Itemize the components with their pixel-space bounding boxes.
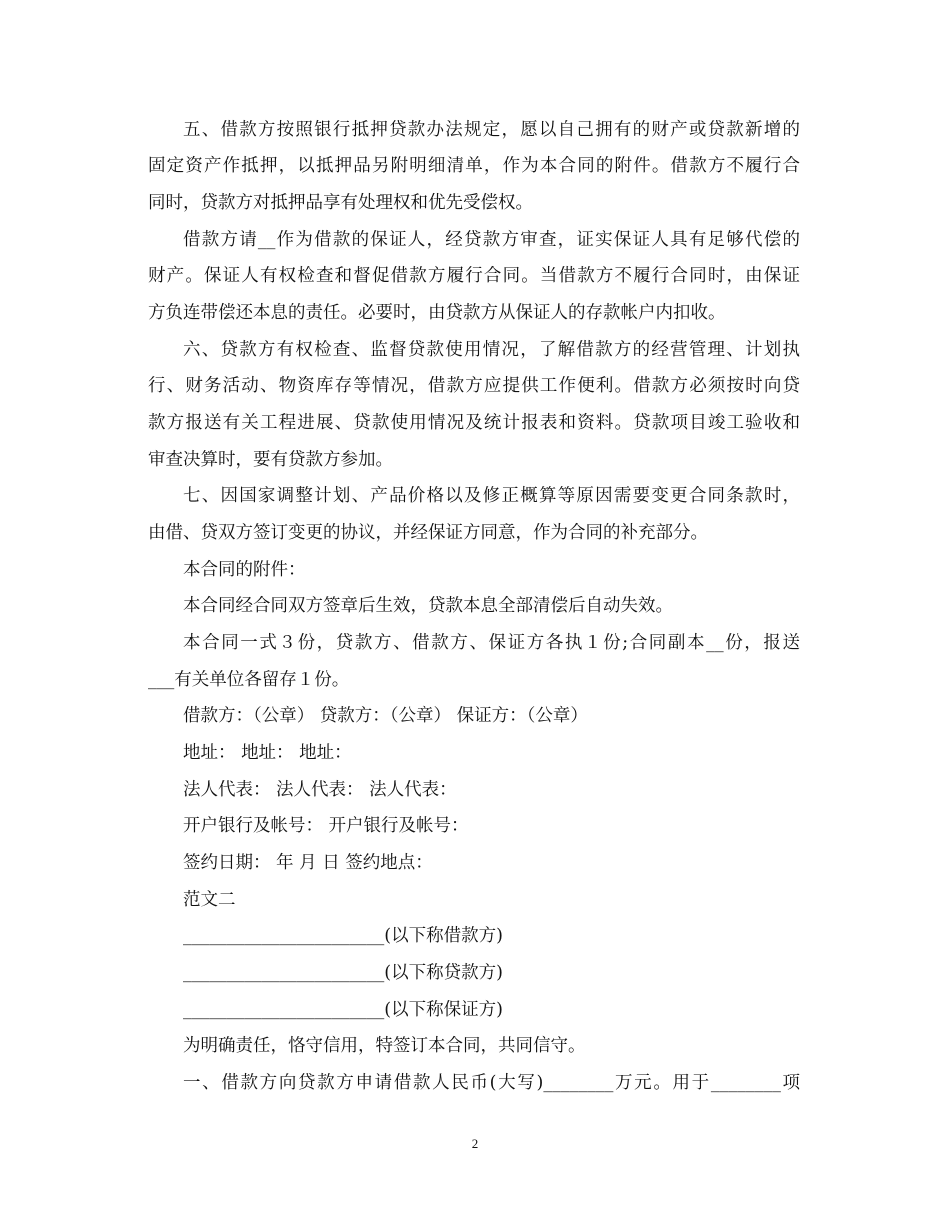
signature-date-place-line: 签约日期： 年 月 日 签约地点： <box>183 853 433 873</box>
paragraph-6-line-3: 款方报送有关工程进展、贷款使用情况及统计报表和资料。贷款项目竣工验收和 <box>148 413 800 433</box>
paragraph-5-line-2: 固定资产作抵押，以抵押品另附明细清单，作为本合同的附件。借款方不履行合 <box>148 156 800 176</box>
preamble-line: 为明确责任，恪守信用，特签订本合同，共同信守。 <box>183 1036 586 1056</box>
guarantor-paragraph-line-3: 方负连带偿还本息的责任。必要时，由贷款方从保证人的存款帐户内扣收。 <box>148 303 726 323</box>
paragraph-5-line-3: 同时，贷款方对抵押品享有处理权和优先受偿权。 <box>148 193 533 213</box>
signature-bank-account-line: 开户银行及帐号： 开户银行及帐号： <box>183 816 469 836</box>
paragraph-5-line-1: 五、借款方按照银行抵押贷款办法规定，愿以自己拥有的财产或贷款新增的 <box>183 120 800 140</box>
sample-two-heading: 范文二 <box>183 890 236 910</box>
paragraph-7-line-2: 由借、贷双方签订变更的协议，并经保证方同意，作为合同的补充部分。 <box>148 523 708 543</box>
page-number: 2 <box>471 1136 479 1151</box>
signature-address-line: 地址： 地址： 地址： <box>183 743 352 763</box>
guarantor-paragraph-line-2: 财产。保证人有权检查和督促借款方履行合同。当借款方不履行合同时，由保证 <box>148 266 800 286</box>
copies-clause-line-1: 本合同一式３份，贷款方、借款方、保证方各执１份;合同副本__份，报送 <box>183 633 800 653</box>
attachment-heading: 本合同的附件： <box>183 560 306 580</box>
article-1-line-1: 一、借款方向贷款方申请借款人民币(大写)________万元。用于________项 <box>183 1073 800 1093</box>
paragraph-6-line-2: 行、财务活动、物资库存等情况，借款方应提供工作便利。借款方必须按时向贷 <box>148 376 800 396</box>
lender-blank-line: _______________________(以下称贷款方) <box>183 963 503 983</box>
paragraph-6-line-1: 六、贷款方有权检查、监督贷款使用情况，了解借款方的经营管理、计划执 <box>183 340 800 360</box>
paragraph-6-line-4: 审查决算时，要有贷款方参加。 <box>148 450 393 470</box>
copies-clause-line-2: ___有关单位各留存１份。 <box>148 670 350 690</box>
signature-seals-line: 借款方：（公章） 贷款方：（公章） 保证方：（公章） <box>183 706 588 726</box>
effective-clause: 本合同经合同双方签章后生效，贷款本息全部清偿后自动失效。 <box>183 596 673 616</box>
borrower-blank-line: _______________________(以下称借款方) <box>183 926 503 946</box>
paragraph-7-line-1: 七、因国家调整计划、产品价格以及修正概算等原因需要变更合同条款时， <box>183 486 800 506</box>
signature-legal-rep-line: 法人代表： 法人代表： 法人代表： <box>183 780 457 800</box>
guarantor-paragraph-line-1: 借款方请__作为借款的保证人，经贷款方审查，证实保证人具有足够代偿的 <box>183 230 800 250</box>
guarantor-blank-line: _______________________(以下称保证方) <box>183 1000 503 1020</box>
